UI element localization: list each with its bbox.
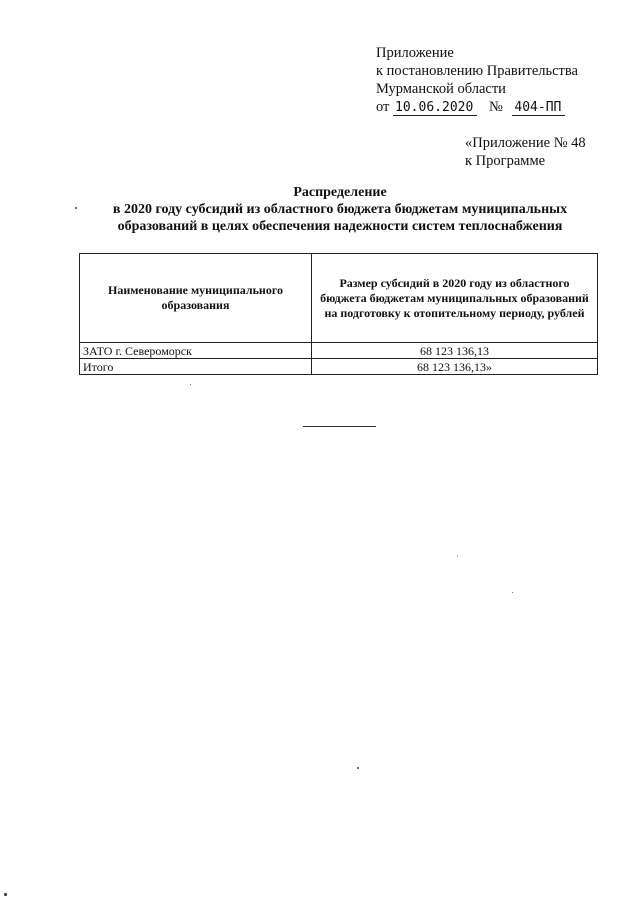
- title-line-3: образований в целях обеспечения надежности систем теплоснабжения: [117, 219, 563, 234]
- table-header-row: [80, 254, 598, 343]
- date-prefix: от: [376, 99, 390, 115]
- closing-rule: [303, 426, 376, 427]
- total-label: Итого: [80, 359, 312, 375]
- table-row: [80, 343, 598, 359]
- scan-speck: [357, 767, 359, 769]
- allocation-table: [79, 253, 598, 375]
- total-value: 68 123 136,13»: [312, 359, 598, 375]
- scan-speck: [512, 592, 513, 593]
- header-municipality: Наименование муниципального образования: [80, 254, 312, 343]
- title-line-2: в 2020 году субсидий из областного бюджета бюджетам муниципальных: [112, 202, 568, 217]
- table-total-row: [80, 359, 598, 375]
- approval-line-1: Приложение: [376, 45, 454, 61]
- approval-block: [376, 44, 578, 116]
- approval-line-3: Мурманской области: [376, 81, 506, 97]
- scan-speck: [75, 207, 77, 209]
- approval-date: 10.06.2020: [393, 100, 477, 116]
- title-line-1: Распределение: [293, 185, 387, 200]
- approval-date-line: [376, 98, 578, 116]
- row-subsidy-value: 68 123 136,13: [312, 343, 598, 359]
- approval-line-2: к постановлению Правительства: [376, 63, 578, 79]
- annex-line-2: к Программе: [465, 153, 546, 169]
- approval-number: 404-ПП: [512, 100, 565, 116]
- scan-speck: [457, 556, 458, 557]
- row-municipality-name: ЗАТО г. Североморск: [80, 343, 312, 359]
- number-sign: №: [488, 99, 503, 115]
- header-subsidy-amount: Размер субсидий в 2020 году из областного бюджета бюджетам муниципальных образований на подготовку к отопительному периоду, рублей: [312, 254, 598, 343]
- scan-speck: [4, 893, 7, 896]
- annex-block: [465, 134, 586, 170]
- document-title: [40, 184, 640, 235]
- annex-line-1: «Приложение № 48: [465, 135, 586, 151]
- scan-speck: [190, 384, 191, 385]
